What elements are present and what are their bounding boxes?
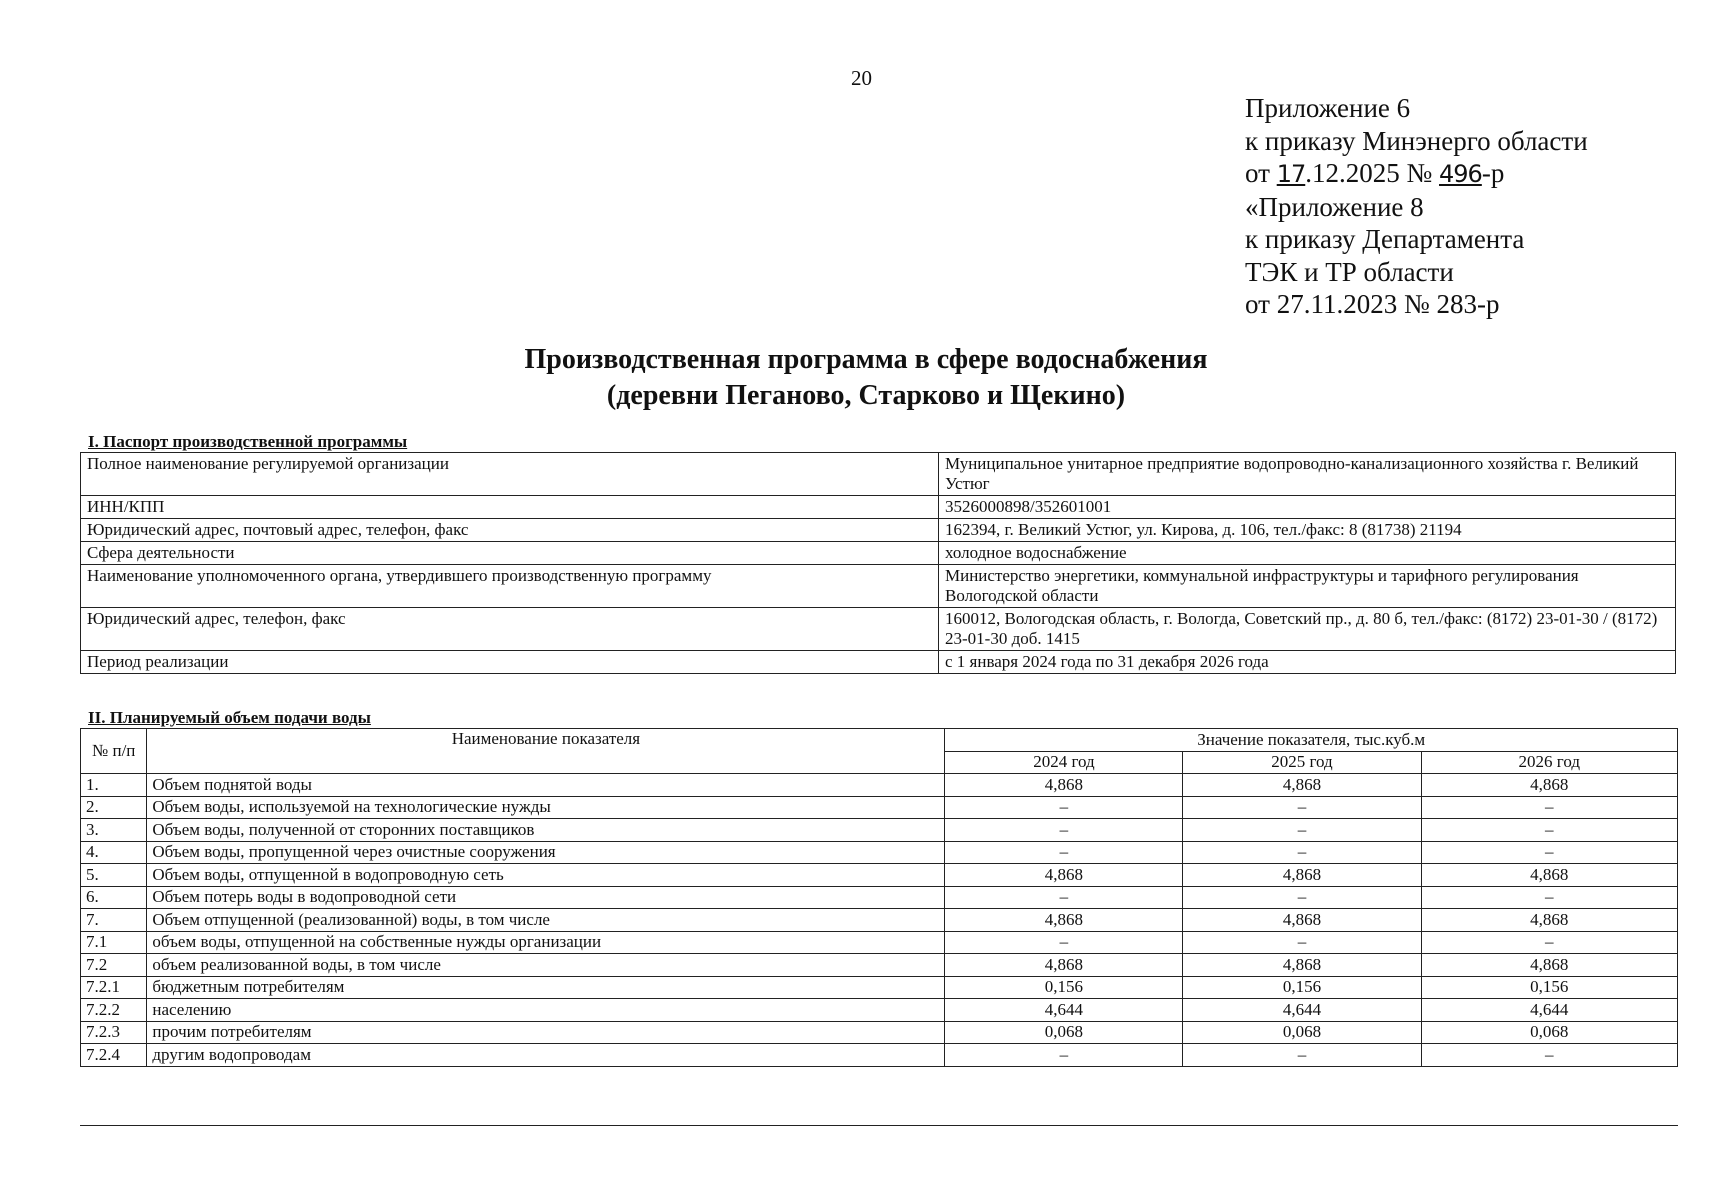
passport-label: ИНН/КПП [81,496,939,519]
volume-row [81,1044,1678,1067]
indicator-value: 4,868 [945,864,1183,887]
indicator-name: Объем потерь воды в водопроводной сети [147,886,945,909]
volume-row [81,819,1678,842]
passport-value: 162394, г. Великий Устюг, ул. Кирова, д. 106, тел./факс: 8 (81738) 21194 [939,519,1676,542]
indicator-value: – [945,1044,1183,1067]
row-number: 7.2.3 [81,1021,147,1044]
indicator-name: Объем воды, используемой на технологические нужды [147,796,945,819]
indicator-name: Объем отпущенной (реализованной) воды, в том числе [147,909,945,932]
indicator-name: объем воды, отпущенной на собственные нужды организации [147,931,945,954]
indicator-name: Объем поднятой воды [147,774,945,797]
row-number: 4. [81,841,147,864]
title-line: Производственная программа в сфере водоснабжения [524,344,1208,375]
indicator-value: – [945,796,1183,819]
passport-row [81,608,1676,651]
indicator-value: 4,644 [945,999,1183,1022]
passport-value: 3526000898/352601001 [939,496,1676,519]
indicator-value: 4,868 [945,909,1183,932]
row-number: 2. [81,796,147,819]
passport-value: холодное водоснабжение [939,542,1676,565]
passport-row [81,542,1676,565]
appendix-order-line [1245,157,1588,191]
passport-label: Юридический адрес, телефон, факс [81,608,939,651]
appendix-line: «Приложение 8 [1245,191,1424,222]
indicator-name: Объем воды, пропущенной через очистные сооружения [147,841,945,864]
row-number: 3. [81,819,147,842]
section-heading: I. Паспорт производственной программы [88,432,408,451]
indicator-name: Объем воды, полученной от сторонних поставщиков [147,819,945,842]
water-volume-table [80,728,1678,1067]
passport-label: Полное наименование регулируемой организации [81,453,939,496]
volume-row [81,999,1678,1022]
row-number: 7.1 [81,931,147,954]
header-year: 2026 год [1421,751,1677,774]
indicator-name: другим водопроводам [147,1044,945,1067]
volume-row [81,841,1678,864]
volume-row [81,976,1678,999]
appendix-line: Приложение 6 [1245,93,1411,123]
volume-row [81,864,1678,887]
indicator-value: 4,644 [1421,999,1677,1022]
indicator-value: – [1183,931,1421,954]
indicator-name: Объем воды, отпущенной в водопроводную сеть [147,864,945,887]
indicator-value: – [1183,886,1421,909]
indicator-value: 0,156 [1183,976,1421,999]
indicator-value: 4,868 [1421,864,1677,887]
volume-row [81,774,1678,797]
indicator-value: – [945,886,1183,909]
document-title [0,342,1732,414]
appendix-text: от [1245,158,1277,188]
indicator-value: – [945,819,1183,842]
volume-row [81,954,1678,977]
row-number: 1. [81,774,147,797]
appendix-line: от 27.11.2023 № 283-р [1245,289,1500,319]
indicator-value: – [1421,1044,1677,1067]
header-name: Наименование показателя [147,729,945,774]
indicator-value: 4,868 [1421,774,1677,797]
header-year: 2024 год [945,751,1183,774]
indicator-value: 4,868 [1421,954,1677,977]
passport-row [81,453,1676,496]
row-number: 6. [81,886,147,909]
appendix-line: к приказу Минэнерго области [1245,125,1588,156]
indicator-value: – [1421,819,1677,842]
indicator-value: 4,868 [1183,774,1421,797]
indicator-value: 4,868 [1183,954,1421,977]
volume-row [81,796,1678,819]
volume-row [81,909,1678,932]
row-number: 7.2.1 [81,976,147,999]
handwritten-day: 17 [1276,160,1306,188]
passport-label: Наименование уполномоченного органа, утвердившего производственную программу [81,565,939,608]
indicator-value: 4,644 [1183,999,1421,1022]
appendix-line: ТЭК и ТР области [1245,256,1454,287]
indicator-value: 0,068 [1183,1021,1421,1044]
indicator-value: – [1421,886,1677,909]
page-number: 20 [851,66,872,90]
passport-value: с 1 января 2024 года по 31 декабря 2026 года [939,651,1676,674]
indicator-value: 4,868 [945,774,1183,797]
passport-row [81,651,1676,674]
header-num: № п/п [81,729,147,774]
indicator-value: – [1421,841,1677,864]
indicator-value: – [945,931,1183,954]
passport-value: Министерство энергетики, коммунальной инфраструктуры и тарифного регулирования Вологодской области [939,565,1676,608]
footer-divider [80,1125,1678,1126]
row-number: 7.2.4 [81,1044,147,1067]
indicator-name: бюджетным потребителям [147,976,945,999]
appendix-line: к приказу Департамента [1245,224,1525,254]
volume-row [81,931,1678,954]
title-line: (деревни Пеганово, Старково и Щекино) [606,380,1126,411]
indicator-name: прочим потребителям [147,1021,945,1044]
indicator-value: 4,868 [1421,909,1677,932]
indicator-value: – [1421,931,1677,954]
indicator-value: 0,156 [1421,976,1677,999]
appendix-text: .12.2025 № [1305,158,1440,188]
passport-label: Юридический адрес, почтовый адрес, телефон, факс [81,519,939,542]
indicator-value: 0,068 [1421,1021,1677,1044]
passport-row [81,565,1676,608]
passport-label: Сфера деятельности [81,542,939,565]
volume-row [81,1021,1678,1044]
appendix-text: -р [1481,158,1505,188]
header-value-group: Значение показателя, тыс.куб.м [945,729,1678,752]
passport-table [80,452,1676,674]
passport-row [81,496,1676,519]
row-number: 7.2 [81,954,147,977]
passport-label: Период реализации [81,651,939,674]
indicator-value: – [1183,796,1421,819]
indicator-value: – [1183,841,1421,864]
indicator-value: 0,156 [945,976,1183,999]
indicator-value: 4,868 [945,954,1183,977]
row-number: 7.2.2 [81,999,147,1022]
row-number: 7. [81,909,147,932]
indicator-value: 4,868 [1183,864,1421,887]
indicator-value: – [945,841,1183,864]
indicator-name: населению [147,999,945,1022]
passport-value: Муниципальное унитарное предприятие водопроводно-канализационного хозяйства г. Великий Устюг [939,453,1676,496]
passport-value: 160012, Вологодская область, г. Вологда, Советский пр., д. 80 б, тел./факс: (8172) 23-01-30 / (8172) 23-01-30 доб. 1415 [939,608,1676,651]
passport-row [81,519,1676,542]
header-year: 2025 год [1183,751,1421,774]
row-number: 5. [81,864,147,887]
indicator-value: – [1183,819,1421,842]
indicator-value: 4,868 [1183,909,1421,932]
indicator-value: – [1183,1044,1421,1067]
indicator-value: – [1421,796,1677,819]
indicator-name: объем реализованной воды, в том числе [147,954,945,977]
handwritten-number: 496 [1439,160,1482,188]
section-heading: II. Планируемый объем подачи воды [88,708,371,727]
volume-row [81,886,1678,909]
indicator-value: 0,068 [945,1021,1183,1044]
appendix-block [1245,92,1588,321]
